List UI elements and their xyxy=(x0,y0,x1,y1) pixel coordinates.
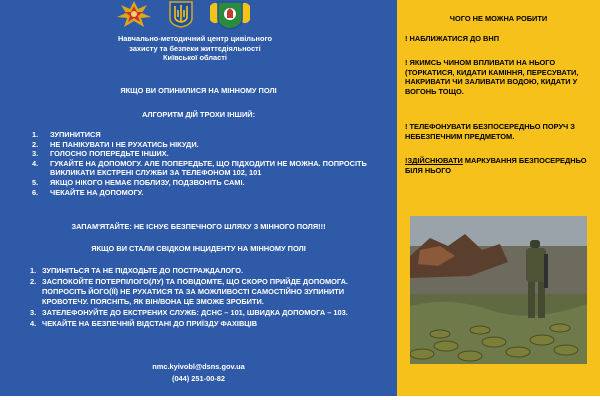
dont-do-item: ! ЯКИМСЬ ЧИНОМ ВПЛИВАТИ НА НЬОГО (ТОРКАТИСЯ, КИДАТИ КАМІННЯ, ПЕРЕСУВАТИ, НАКРИВАТИ ЧИ ЗАЛИВАТИ ВОДОЮ, КИДАТИ У ВОГОНЬ ТОЩО. xyxy=(405,58,579,96)
trident-emblem xyxy=(168,0,194,28)
warning-text: ЗАПАМ'ЯТАЙТЕ: НЕ ІСНУЄ БЕЗПЕЧНОГО ШЛЯХУ З МІННОГО ПОЛЯ!!! xyxy=(71,222,326,231)
dont-do-item-marking xyxy=(405,156,593,175)
org-line-1: Навчально-методичний центр цивільного xyxy=(117,34,273,43)
item-number: 4. xyxy=(30,318,37,328)
dont-do-item: ! ТЕЛЕФОНУВАТИ БЕЗПОСЕРЕДНЬО ПОРУЧ З НЕБЕЗПЕЧНИМ ПРЕДМЕТОМ. xyxy=(405,122,575,141)
dont-do-item: ! НАБЛИЖАТИСЯ ДО ВНП xyxy=(405,34,500,43)
kyiv-oblast-emblem xyxy=(208,0,252,30)
item-number: 3. xyxy=(32,149,39,159)
item-number: 3. xyxy=(30,307,37,317)
algorithm-item xyxy=(32,130,382,140)
algorithm-item xyxy=(32,149,382,159)
item-number: 2. xyxy=(30,276,37,286)
algorithm-item xyxy=(32,159,382,178)
item-number: 2. xyxy=(32,139,39,149)
item-text: НЕ ПАНІКУВАТИ І НЕ РУХАТИСЬ НІКУДИ. xyxy=(50,139,199,149)
org-name xyxy=(90,34,300,63)
contact-phone: (044) 251-00-82 xyxy=(171,374,225,383)
algorithm-list xyxy=(32,130,382,197)
witness-item xyxy=(30,319,375,329)
algorithm-item xyxy=(32,188,382,198)
item-text: ЧЕКАЙТЕ НА БЕЗПЕЧНІЙ ВІДСТАНІ ДО ПРИЇЗДУ ФАХІВЦІВ xyxy=(42,318,258,328)
witness-item xyxy=(30,266,375,276)
witness-heading: ЯКЩО ВИ СТАЛИ СВІДКОМ ІНЦИДЕНТУ НА МІННОМУ ПОЛІ xyxy=(91,244,306,253)
bottom-edge xyxy=(0,396,600,400)
item-text: ЗАТЕЛЕФОНУЙТЕ ДО ЕКСТРЕНИХ СЛУЖБ: ДСНС – 101, ШВИДКА ДОПОМОГА – 103. xyxy=(42,307,348,317)
witness-item xyxy=(30,277,375,308)
item-text: ЧЕКАЙТЕ НА ДОПОМОГУ. xyxy=(50,187,144,197)
item-text: ЗУПИНИТИСЯ xyxy=(50,130,101,139)
item-number: 1. xyxy=(32,130,39,139)
algorithm-heading: АЛГОРИТМ ДІЙ ТРОХИ ІНШИЙ: xyxy=(141,110,256,119)
item-text: ЗУПИНІТЬСЯ ТА НЕ ПІДХОДЬТЕ ДО ПОСТРАЖДАЛОГО. xyxy=(42,266,244,275)
item-text: МАРКУВАННЯ БЕЗПОСЕРЕДНЬО БІЛЯ НЬОГО xyxy=(405,156,587,175)
algorithm-item xyxy=(32,178,382,188)
item-number: 5. xyxy=(32,177,39,187)
item-text: ЯКЩО НІКОГО НЕМАЄ ПОБЛИЗУ, ПОДЗВОНІТЬ САМІ. xyxy=(50,177,245,187)
item-text: ЗАСПОКОЙТЕ ПОТЕРПІЛОГО(ЛУ) ТА ПОВІДОМТЕ, ЩО СКОРО ПРИЙДЕ ДОПОМОГА. ПОПРОСІТЬ ЙОГО(ЇЇ) НЕ РУХАТИСЯ ТА ЗА МОЖЛИВОСТІ САМОСТІЙНО ЗУПИНИТИ КРОВОТЕЧУ. ПОЯСНІТЬ, ЯК ВІН/ВОНА ЦЕ ЗМОЖЕ ЗРОБИТИ. xyxy=(42,276,348,307)
minefield-heading: ЯКЩО ВИ ОПИНИЛИСЯ НА МІННОМУ ПОЛІ xyxy=(120,86,277,95)
contact-email: nmc.kyivobl@dsns.gov.ua xyxy=(152,362,245,371)
witness-item xyxy=(30,308,375,318)
item-number: 6. xyxy=(32,187,39,197)
item-text: ГУКАЙТЕ НА ДОПОМОГУ. АЛЕ ПОПЕРЕДЬТЕ, ЩО ПІДХОДИТИ НЕ МОЖНА. ПОПРОСІТЬ ВИКЛИКАТИ ЕКСТРЕНІ СЛУЖБИ ЗА ТЕЛЕФОНОМ 102, 101 xyxy=(50,158,367,178)
dsns-emblem xyxy=(114,0,154,28)
item-number: 1. xyxy=(30,266,37,275)
underlined-verb: !ЗДІЙСНЮВАТИ xyxy=(405,156,463,165)
algorithm-item xyxy=(32,140,382,150)
org-line-2: захисту та безпеки життєдіяльності xyxy=(129,43,261,53)
item-number: 4. xyxy=(32,158,39,168)
item-text: ГОЛОСНО ПОПЕРЕДЬТЕ ІНШИХ. xyxy=(50,149,169,159)
dont-do-title: ЧОГО НЕ МОЖНА РОБИТИ xyxy=(449,14,548,23)
witness-list xyxy=(30,266,375,329)
deminer-photo xyxy=(410,216,587,364)
org-line-3: Київської області xyxy=(163,53,227,63)
emblems-row xyxy=(114,0,252,30)
